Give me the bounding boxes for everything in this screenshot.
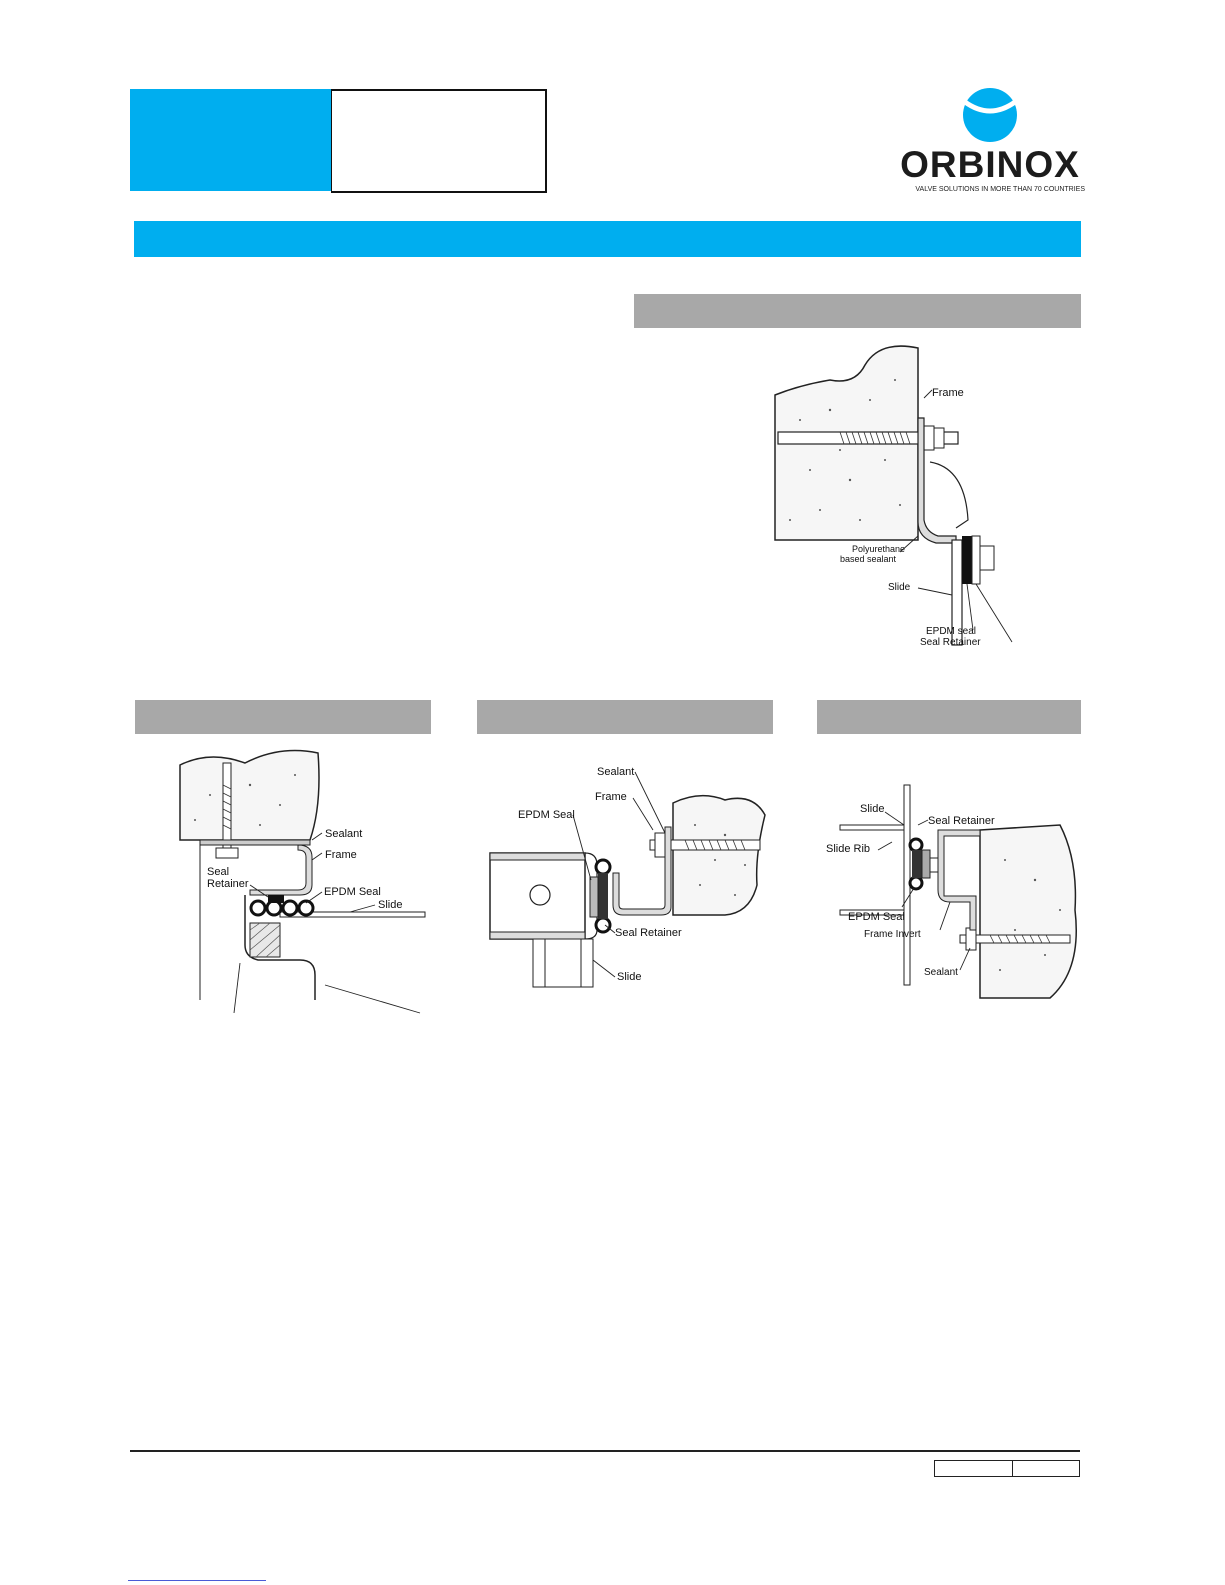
epdm-seal: [590, 860, 610, 932]
label-sealant: Sealant: [325, 828, 363, 840]
orbinox-logo: [895, 88, 1085, 200]
label-epdm-seal: EPDM Seal: [848, 911, 905, 923]
label-frame: Frame: [325, 849, 357, 861]
footer-rule: [130, 1450, 1080, 1452]
frame-profile: [250, 845, 312, 895]
label-sealant: Sealant: [924, 967, 958, 978]
retainer-block: [250, 923, 280, 957]
label-frame-invert: Frame Invert: [864, 929, 921, 940]
epdm-seal: [910, 839, 930, 889]
section-bar-bottom-middle: [477, 700, 773, 734]
label-slide: Slide: [617, 971, 642, 983]
label-seal-retainer: Seal Retainer: [920, 637, 981, 648]
section-bar-bottom-right: [817, 700, 1081, 734]
label-sealant-line2: based sealant: [840, 554, 897, 564]
label-epdm-seal: EPDM Seal: [518, 809, 575, 821]
slide-plate: [533, 939, 593, 987]
slide-rib: [840, 825, 904, 830]
epdm-seal: [962, 536, 972, 584]
concrete-ceiling: [180, 751, 319, 840]
label-frame: Frame: [932, 387, 964, 399]
concrete-wall: [673, 796, 765, 915]
brand-name: ORBINOX: [900, 144, 1080, 185]
concrete-wall: [980, 825, 1076, 998]
figure-top-right: [760, 340, 1060, 660]
label-seal-retainer: Seal Retainer: [615, 927, 682, 939]
label-slide-rib: Slide Rib: [826, 843, 871, 855]
figure-bottom-right: [820, 770, 1085, 1020]
label-epdm-seal: EPDM seal: [926, 626, 977, 637]
page-info-cell-left: [935, 1461, 1013, 1476]
label-slide: Slide: [888, 582, 911, 593]
figure-bottom-middle: [485, 755, 775, 1025]
brand-tagline: VALVE SOLUTIONS IN MORE THAN 70 COUNTRIES: [915, 186, 1085, 193]
label-slide: Slide: [378, 899, 403, 911]
label-sealant: Sealant: [597, 766, 635, 778]
header-blue-block: [130, 89, 332, 191]
label-seal-retainer: Seal Retainer: [928, 815, 995, 827]
section-bar-bottom-left: [135, 700, 431, 734]
section-bar-top-right: [634, 294, 1081, 328]
title-band: [134, 221, 1081, 257]
anchor-bolt: [223, 763, 231, 848]
label-seal-retainer-line2: Retainer: [207, 878, 249, 890]
header-outlined-box: [331, 89, 547, 193]
label-epdm-seal: EPDM Seal: [324, 886, 381, 898]
frame-invert: [938, 830, 980, 930]
label-slide: Slide: [860, 803, 885, 815]
bottom-link-underline[interactable]: [128, 1580, 266, 1581]
label-seal-retainer-line1: Seal: [207, 866, 230, 878]
page-info-box: [934, 1460, 1080, 1477]
label-frame: Frame: [595, 791, 627, 803]
label-sealant-line1: Polyurethane: [852, 544, 906, 554]
figure-bottom-left: [150, 745, 430, 1020]
page-info-cell-right: [1013, 1461, 1079, 1476]
